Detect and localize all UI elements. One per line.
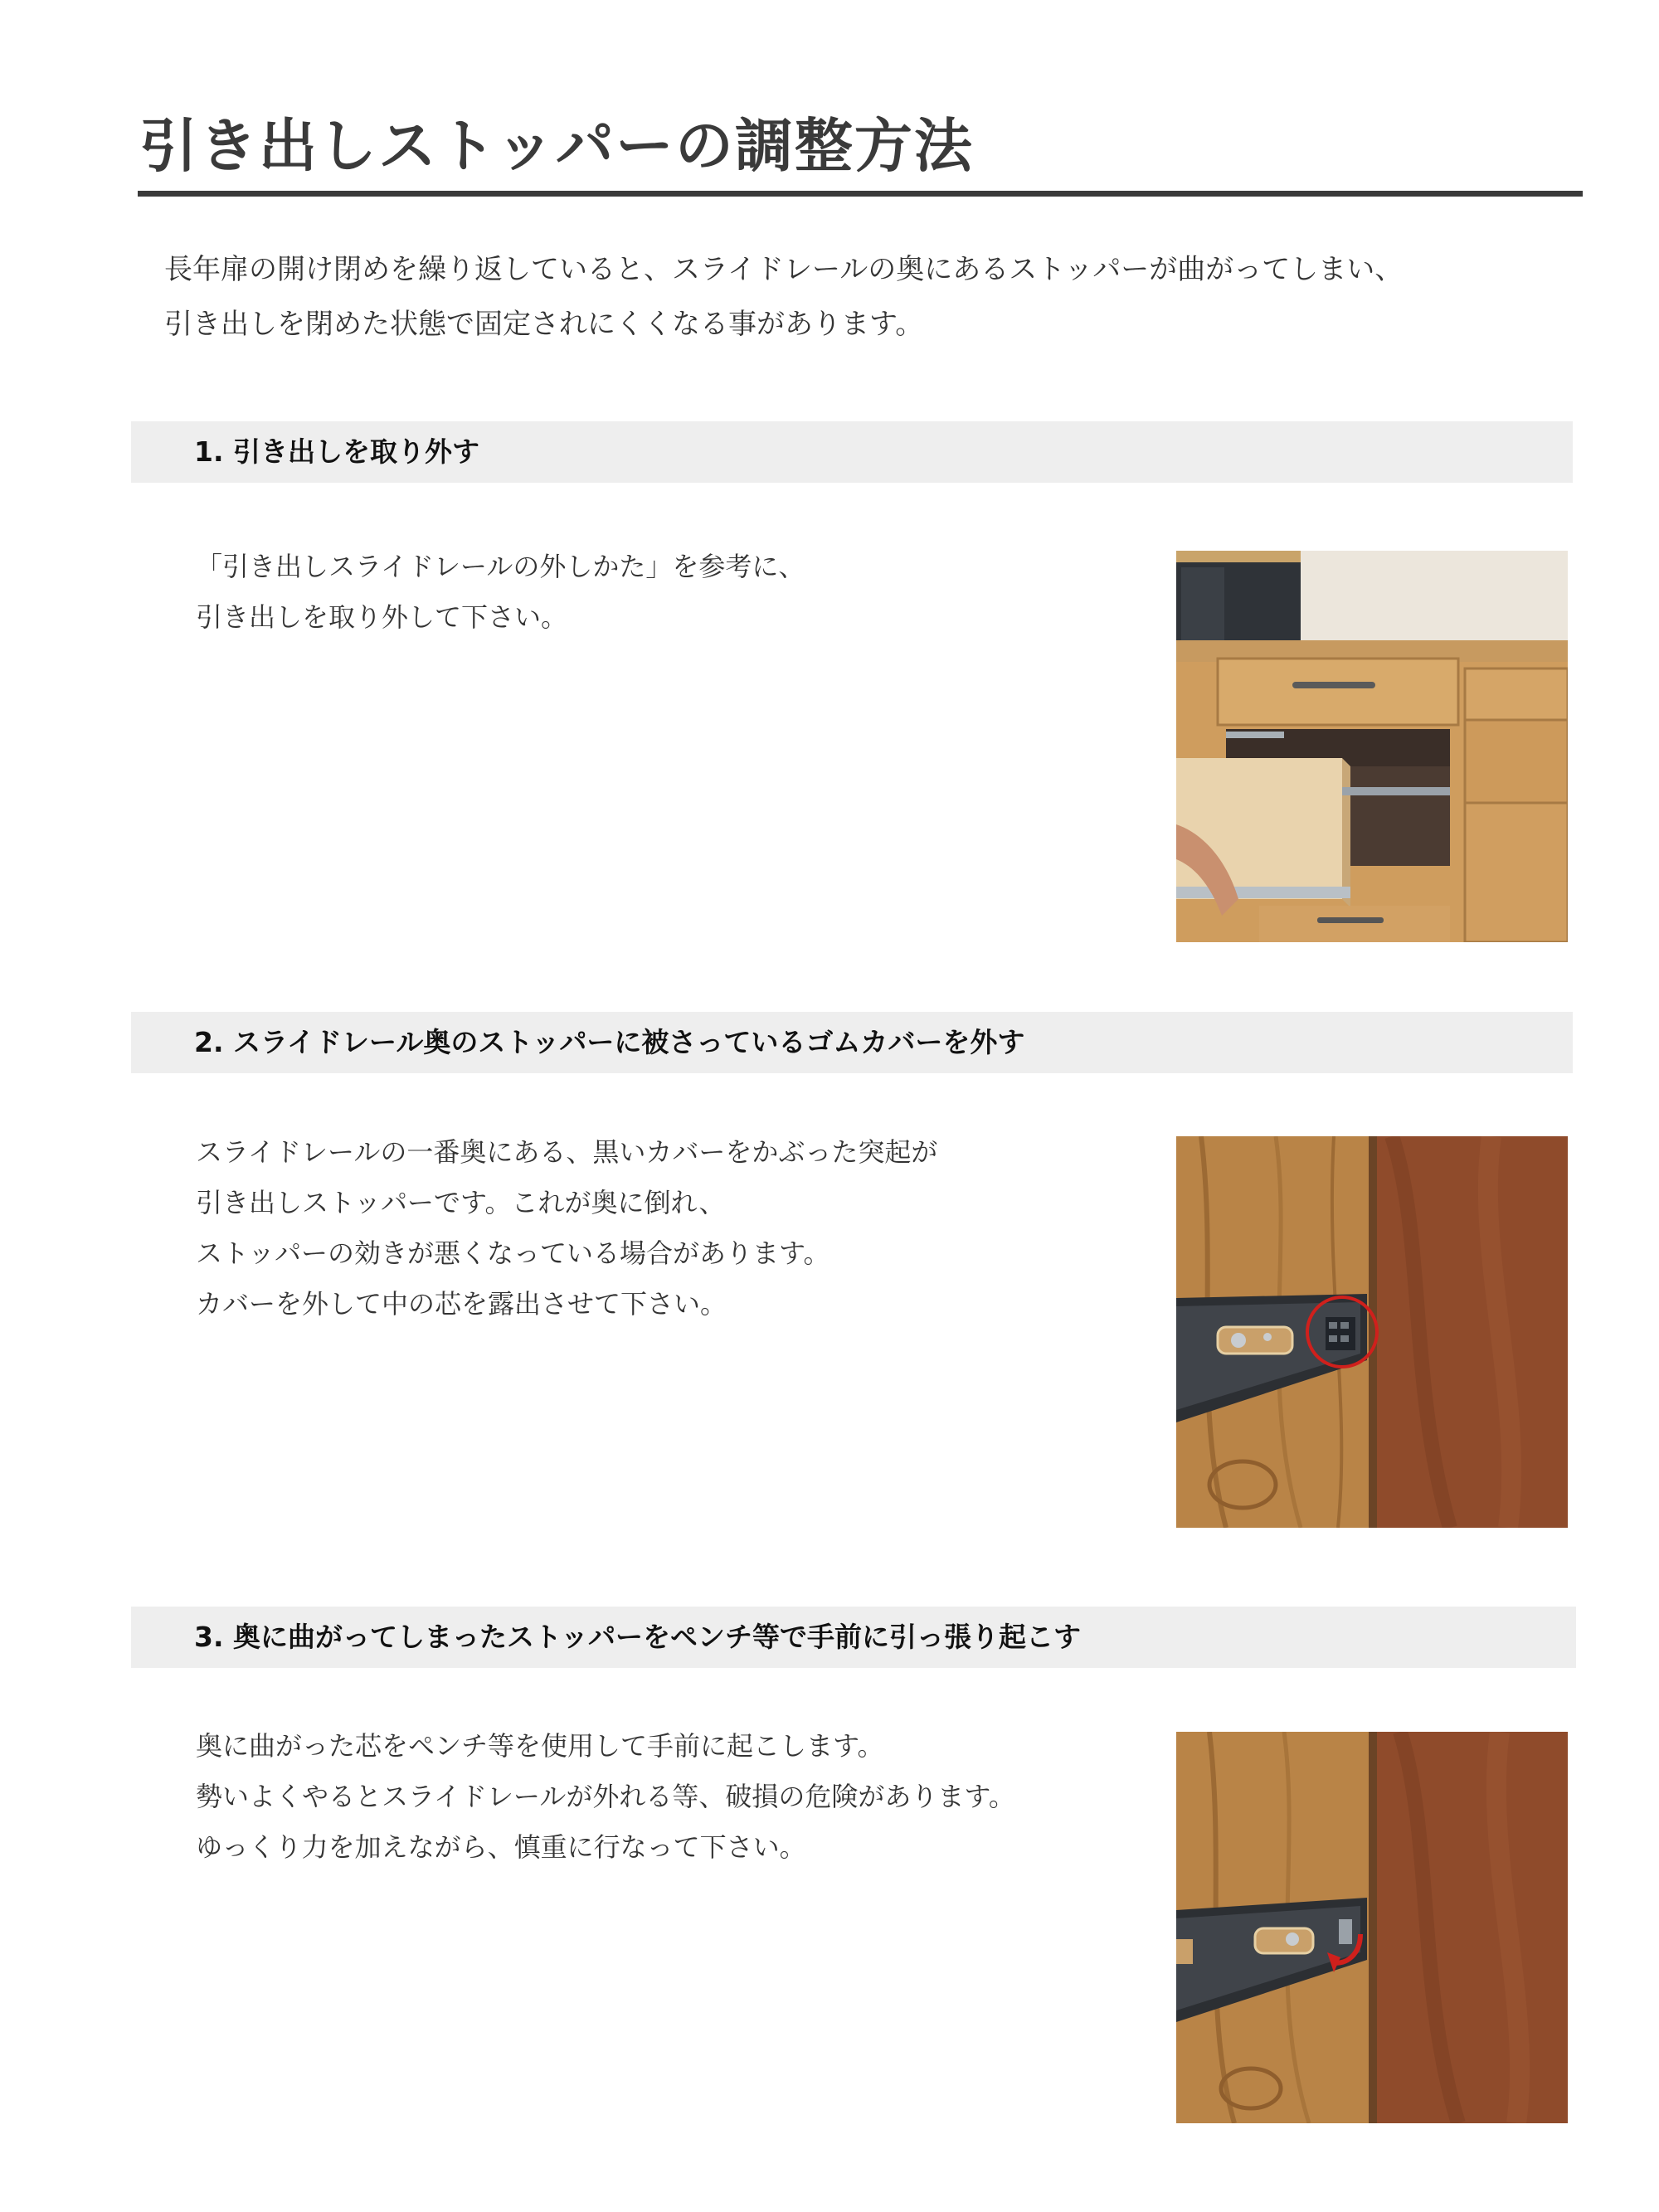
- section-2-line: 引き出しストッパーです。これが奥に倒れ、: [196, 1187, 726, 1218]
- intro-line: 長年扉の開け閉めを繰り返していると、スライドレールの奥にあるストッパーが曲がってしまい、: [164, 253, 1404, 286]
- section-1-text: [196, 542, 805, 643]
- section-3-line: 勢いよくやるとスライドレールが外れる等、破損の危険があります。: [196, 1781, 1015, 1812]
- section-2-text: [196, 1127, 937, 1330]
- section-3-text: [196, 1721, 1015, 1873]
- page-title: 引き出しストッパーの調整方法: [139, 112, 974, 180]
- section-2-heading-bar: [131, 1012, 1573, 1073]
- section-2-heading: 2. スライドレール奥のストッパーに被さっているゴムカバーを外す: [194, 1026, 1025, 1058]
- stopper-pull-up-photo: [1176, 1732, 1568, 2123]
- intro-paragraph: [164, 242, 1403, 352]
- title-underline: [138, 191, 1583, 197]
- section-1-line: 引き出しを取り外して下さい。: [196, 601, 568, 633]
- section-3-line: ゆっくり力を加えながら、慎重に行なって下さい。: [196, 1831, 806, 1863]
- section-3-line: 奥に曲がった芯をペンチ等を使用して手前に起こします。: [196, 1730, 884, 1762]
- section-2-line: ストッパーの効きが悪くなっている場合があります。: [196, 1237, 830, 1269]
- rubber-cover-stopper-photo: [1176, 1136, 1568, 1528]
- section-2-line: スライドレールの一番奥にある、黒いカバーをかぶった突起が: [196, 1136, 938, 1168]
- drawer-removal-photo: [1176, 551, 1568, 942]
- section-1-line: 「引き出しスライドレールの外しかた」を参考に、: [196, 551, 805, 582]
- section-2-line: カバーを外して中の芯を露出させて下さい。: [196, 1288, 727, 1320]
- section-1-heading: 1. 引き出しを取り外す: [194, 435, 479, 468]
- intro-line: 引き出しを閉めた状態で固定されにくくなる事があります。: [164, 308, 924, 341]
- section-3-heading: 3. 奥に曲がってしまったストッパーをペンチ等で手前に引っ張り起こす: [194, 1621, 1081, 1653]
- section-1-heading-bar: [131, 421, 1573, 483]
- section-3-heading-bar: [131, 1607, 1576, 1668]
